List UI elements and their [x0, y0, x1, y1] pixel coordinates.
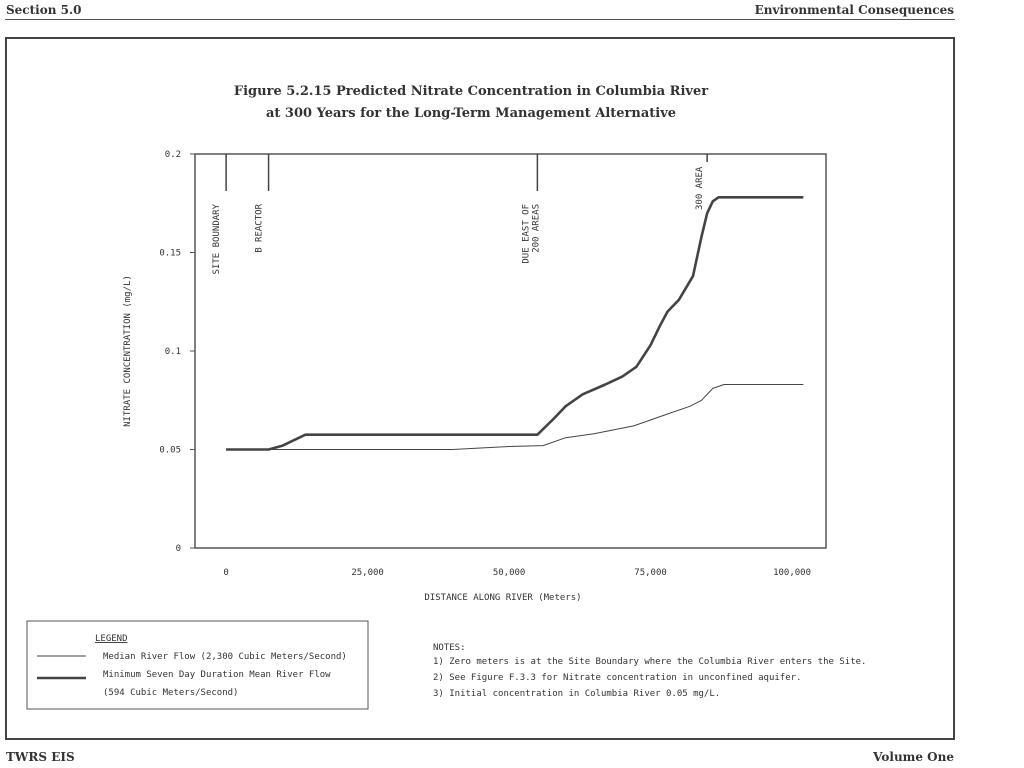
y-tick-label: 0.05 — [159, 445, 181, 456]
marker-label: 300 AREA — [695, 166, 706, 210]
x-tick-label: 100,000 — [773, 568, 812, 578]
series-line-minimum-flow — [226, 197, 803, 449]
note-1: 1) Zero meters is at the Site Boundary where the Columbia River enters the Site. — [433, 657, 867, 667]
x-tick-label: 25,000 — [351, 568, 384, 578]
note-3: 3) Initial concentration in Columbia River 0.05 mg/L. — [433, 689, 721, 699]
legend-label-minimum: Minimum Seven Day Duration Mean River Flow — [103, 670, 331, 680]
x-tick-label: 50,000 — [492, 568, 526, 578]
chart-title-line2: at 300 Years for the Long-Term Management Alternative — [265, 106, 677, 121]
marker-label: SITE BOUNDARY — [212, 204, 223, 275]
note-2: 2) See Figure F.3.3 for Nitrate concentration in unconfined aquifer. — [433, 673, 802, 683]
x-axis — [223, 568, 811, 578]
y-tick-label: 0 — [175, 544, 181, 554]
chapter-header: Environmental Consequences — [754, 3, 954, 17]
y-axis — [159, 150, 195, 554]
legend-title: LEGEND — [95, 634, 128, 644]
legend-label-median: Median River Flow (2,300 Cubic Meters/Second) — [103, 652, 347, 662]
volume-footer: Volume One — [873, 750, 954, 764]
series-line-median-flow — [226, 385, 803, 450]
x-tick-label: 75,000 — [634, 568, 667, 578]
y-tick-label: 0.1 — [164, 347, 181, 357]
plot-area — [195, 154, 826, 548]
location-markers — [212, 154, 707, 274]
notes-title: NOTES: — [433, 643, 466, 653]
legend-label-minimum-line2: (594 Cubic Meters/Second) — [103, 688, 239, 698]
x-axis-label: DISTANCE ALONG RIVER (Meters) — [424, 593, 582, 603]
marker-label: DUE EAST OF — [521, 204, 532, 264]
marker-label: B REACTOR — [254, 204, 265, 253]
x-tick-label: 0 — [223, 568, 229, 578]
chart-title-line1: Figure 5.2.15 Predicted Nitrate Concentration in Columbia River — [233, 84, 709, 99]
y-tick-label: 0.15 — [159, 248, 181, 259]
document-footer: TWRS EIS — [6, 750, 75, 764]
series-lines — [226, 197, 803, 449]
y-tick-label: 0.2 — [164, 150, 181, 160]
y-axis-label: NITRATE CONCENTRATION (mg/L) — [123, 275, 133, 427]
section-header: Section 5.0 — [6, 3, 82, 17]
marker-label: 200 AREAS — [531, 204, 542, 253]
